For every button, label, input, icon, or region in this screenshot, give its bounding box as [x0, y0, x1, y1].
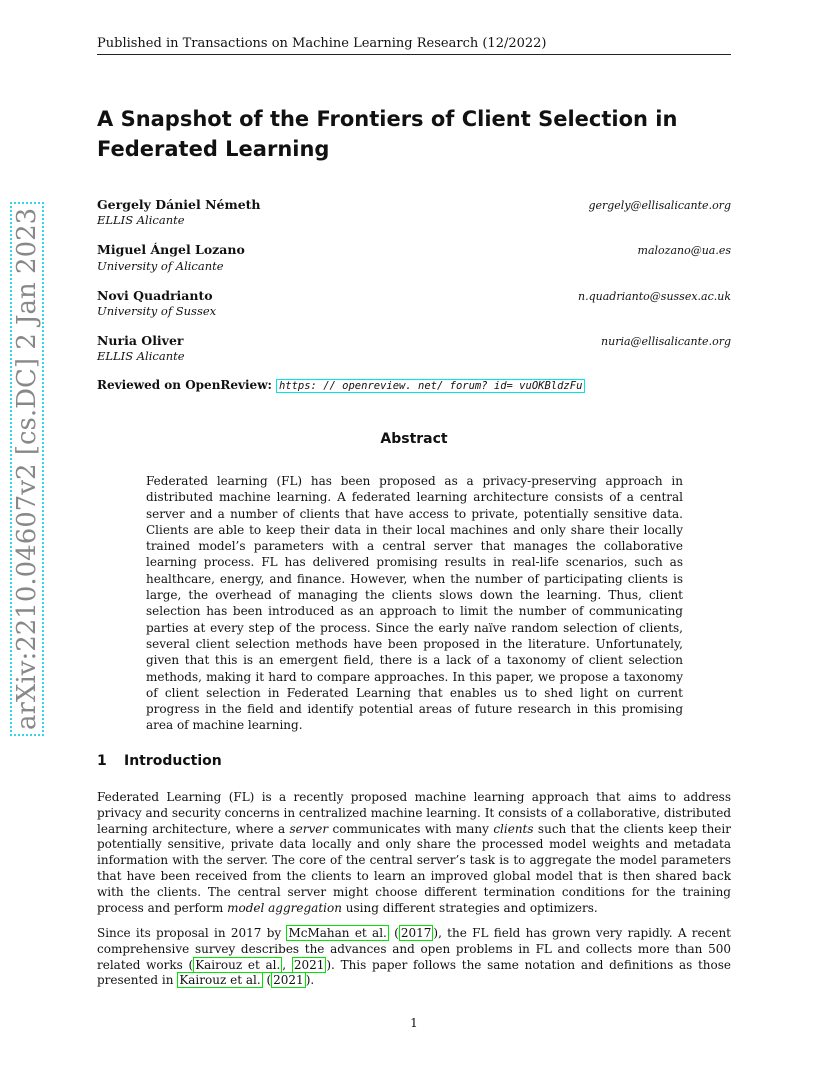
author-name: Nuria Oliver	[97, 333, 184, 348]
running-header: Published in Transactions on Machine Learning Research (12/2022)	[97, 36, 547, 51]
citation-link[interactable]: Kairouz et al.	[179, 973, 261, 988]
text-run: communicates with many	[328, 821, 494, 836]
text-run: ), the FL field has grown very rapidly. A recent comprehensive survey describes the advances and open problems in FL and collects more than 500 related works (	[97, 926, 731, 972]
section-title: Introduction	[124, 753, 222, 769]
openreview-link[interactable]: https: // openreview. net/ forum? id= vuOKBldzFu	[276, 379, 585, 393]
emphasis: server	[289, 821, 329, 836]
section-number: 1	[97, 753, 107, 769]
author-name: Miguel Ángel Lozano	[97, 242, 245, 257]
text-run: Federated Learning (FL) is a recently proposed machine learning approach that aims to address privacy and security concerns in centralized machine learning. It consists of a collaborative, distributed learning architecture, where a	[97, 790, 731, 836]
text-run: such that the clients keep their potentially sensitive, private data locally and only share the processed model weights and metadata information with the server. The core of the central server’s task is to aggregate the model parameters that have been received from the clients to learn an improved global model that is then shared back with the clients. The central server might choose different termination conditions for the training process and perform	[97, 821, 731, 915]
author-name: Gergely Dániel Németh	[97, 197, 261, 212]
intro-paragraph-1	[97, 790, 731, 916]
citation-year-link[interactable]: 2021	[273, 973, 304, 988]
text-run: using different strategies and optimizers.	[341, 900, 598, 915]
text-run: ). This paper follows the same notation and definitions as those presented in	[97, 957, 731, 988]
intro-paragraph-2: Since its proposal in 2017 by McMahan et al. ( 2017 ), the FL field has grown very rapidly. A recent comprehensive survey describes the advances and open problems in FL and collects more than 500 related works ( Kairouz et al. , 2021 ). This paper follows the same notation and definitions as those presented in Kairouz et al. ( 2021 ).	[97, 926, 731, 988]
author-email[interactable]: gergely@ellisalicante.org	[588, 199, 731, 212]
author-affiliation: ELLIS Alicante	[97, 349, 185, 363]
author-email[interactable]: n.quadrianto@sussex.ac.uk	[578, 290, 731, 303]
abstract-text: Federated learning (FL) has been proposed as a privacy-preserving approach in distributed machine learning. A federated learning architecture consists of a central server and a number of clients that have access to private, potentially sensitive data. Clients are able to keep their data in their local machines and only share their locally trained model’s parameters with a central server that manages the collaborative learning process. FL has delivered promising results in real-life scenarios, such as healthcare, energy, and finance. However, when the number of participating clients is large, the overhead of managing the clients slows down the learning. Thus, client selection has been introduced as an approach to limit the number of communicating parties at every step of the process. Since the early naïve random selection of clients, several client selection methods have been proposed in the literature. Unfortunately, given that this is an emergent field, there is a lack of a taxonomy of client selection methods, making it hard to compare approaches. In this paper, we propose a taxonomy of client selection in Federated Learning that enables us to shed light on current progress in the field and identify potential areas of future research in this promising area of machine learning.	[146, 474, 683, 733]
author-affiliation: University of Sussex	[97, 304, 217, 318]
text-run: ).	[305, 973, 315, 988]
author-affiliation: ELLIS Alicante	[97, 213, 185, 227]
author-affiliation: University of Alicante	[97, 259, 224, 273]
abstract-heading: Abstract	[380, 431, 448, 447]
arxiv-stamp: arXiv:2210.04607v2 [cs.DC] 2 Jan 2023	[10, 202, 44, 736]
author-email[interactable]: nuria@ellisalicante.org	[601, 335, 731, 348]
emphasis: clients	[493, 821, 534, 836]
author-name: Novi Quadrianto	[97, 288, 213, 303]
emphasis: model aggregation	[227, 900, 342, 915]
citation-link[interactable]: Kairouz et al.	[195, 957, 281, 972]
header-rule	[97, 54, 731, 55]
section-heading	[97, 753, 222, 769]
text-run: Since its proposal in 2017 by	[97, 926, 287, 940]
page-number: 1	[410, 1016, 418, 1030]
author-email[interactable]: malozano@ua.es	[637, 244, 731, 257]
citation-link[interactable]: McMahan et al.	[288, 926, 387, 940]
citation-year-link[interactable]: 2017	[400, 926, 432, 940]
review-label: Reviewed on OpenReview:	[97, 378, 272, 392]
citation-year-link[interactable]: 2021	[293, 957, 325, 972]
review-line	[97, 378, 585, 392]
paper-title: A Snapshot of the Frontiers of Client Selection in Federated Learning	[97, 107, 678, 161]
